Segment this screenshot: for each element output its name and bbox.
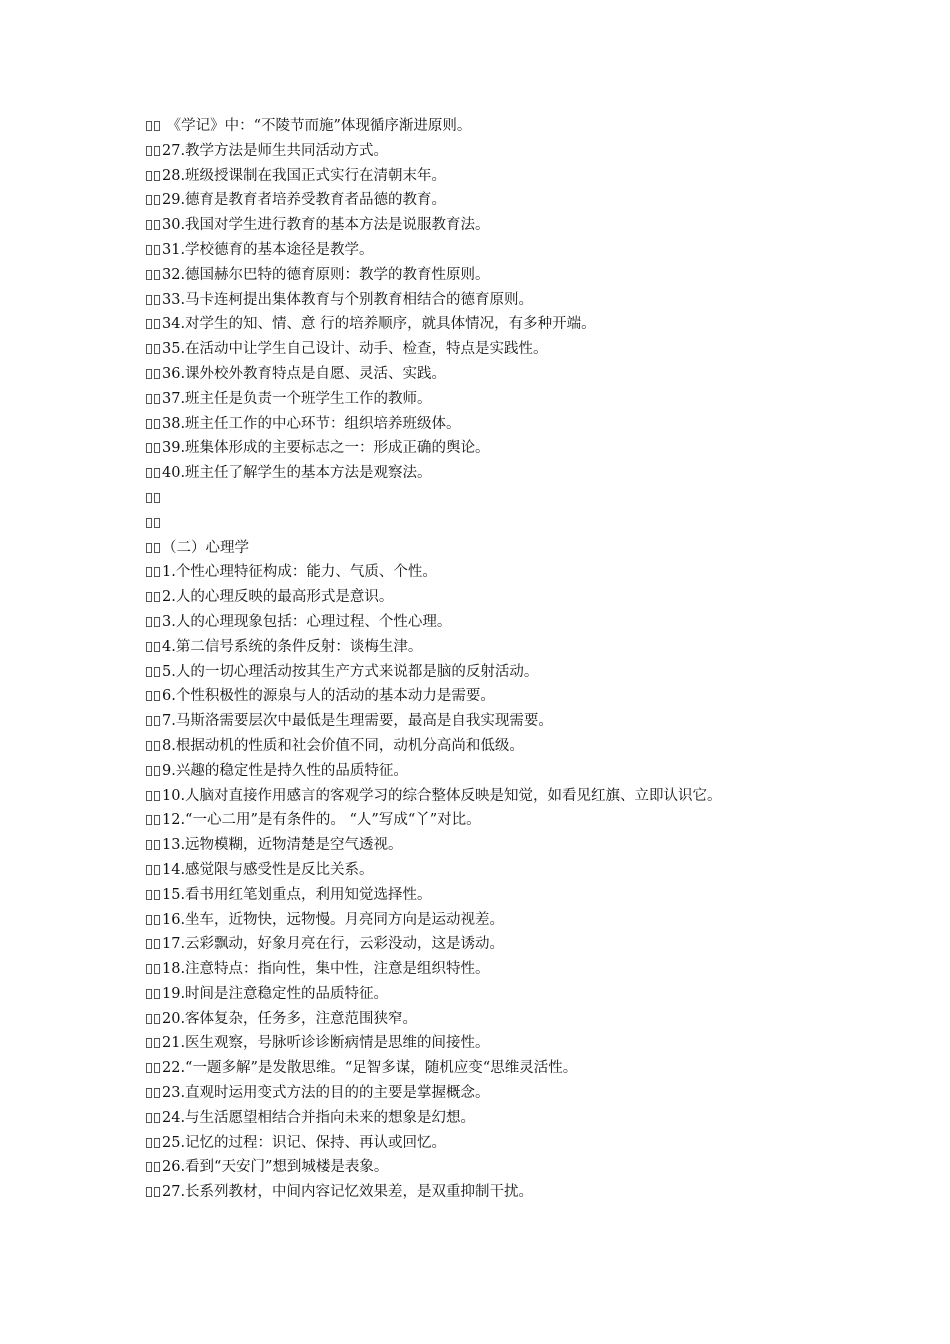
missing-glyph-icon [146,939,152,949]
line-text: 25.记忆的过程：识记、保持、再认或回忆。 [162,1134,447,1151]
text-line [146,486,846,511]
line-text: 34.对学生的知、情、意 行的培养顺序，就具体情况，有多种开端。 [162,316,596,333]
line-text: 2.人的心理反映的最高形式是意识。 [162,589,394,606]
line-text: 6.个性积极性的源泉与人的活动的基本动力是需要。 [162,688,495,705]
line-text: 1.个性心理特征构成：能力、气质、个性。 [162,564,437,581]
missing-glyph-icon [154,468,160,478]
missing-glyph-icon [154,840,160,850]
missing-glyph-icon [146,890,152,900]
line-text: 18.注意特点：指向性，集中性，注意是组织特性。 [162,961,490,978]
text-line [146,1180,846,1205]
missing-glyph-icon [146,964,152,974]
missing-glyph-icon [154,344,160,354]
line-text: 12.“一心二用”是有条件的。 “人”写成“丫”对比。 [162,812,481,829]
missing-glyph-icon [154,1138,160,1148]
missing-glyph-icon [146,468,152,478]
text-line [146,164,846,189]
missing-glyph-icon [154,419,160,429]
line-text: 33.马卡连柯提出集体教育与个别教育相结合的德育原则。 [162,291,534,308]
text-line [146,1007,846,1032]
text-line [146,932,846,957]
missing-glyph-icon [154,791,160,801]
missing-glyph-icon [154,195,160,205]
text-line [146,362,846,387]
missing-glyph-icon [146,1162,152,1172]
missing-glyph-icon [146,443,152,453]
line-text: 28.班级授课制在我国正式实行在清朝末年。 [162,167,447,184]
missing-glyph-icon [146,419,152,429]
missing-glyph-icon [146,518,152,528]
missing-glyph-icon [146,1113,152,1123]
missing-glyph-icon [146,691,152,701]
missing-glyph-icon [146,493,152,503]
missing-glyph-icon [146,543,152,553]
line-text: （二）心理学 [162,539,249,556]
missing-glyph-icon [154,617,160,627]
line-text: 20.客体复杂，任务多，注意范围狭窄。 [162,1010,418,1027]
missing-glyph-icon [154,915,160,925]
missing-glyph-icon [146,1187,152,1197]
text-line [146,387,846,412]
text-line [146,436,846,461]
missing-glyph-icon [146,642,152,652]
missing-glyph-icon [154,245,160,255]
missing-glyph-icon [154,1088,160,1098]
text-line [146,536,846,561]
line-text: 35.在活动中让学生自己设计、动手、检查，特点是实践性。 [162,341,548,358]
line-text: 21.医生观察，号脉听诊诊断病情是思维的间接性。 [162,1035,490,1052]
text-line [146,808,846,833]
missing-glyph-icon [146,716,152,726]
missing-glyph-icon [154,270,160,280]
missing-glyph-icon [154,939,160,949]
missing-glyph-icon [146,1014,152,1024]
line-text: 32.德国赫尔巴特的德育原则：教学的教育性原则。 [162,266,490,283]
text-line [146,337,846,362]
missing-glyph-icon [154,1162,160,1172]
line-text: 26.看到“天安门”想到城楼是表象。 [162,1159,389,1176]
missing-glyph-icon [146,865,152,875]
line-text: 29.德育是教育者培养受教育者品德的教育。 [162,192,447,209]
line-text: 3.人的心理现象包括：心理过程、个性心理。 [162,613,452,630]
text-line [146,263,846,288]
line-text: 《学记》中：“不陵节而施”体现循序渐进原则。 [162,118,472,134]
missing-glyph-icon [146,319,152,329]
text-line [146,1031,846,1056]
line-text: 10.人脑对直接作用感言的客观学习的综合整体反映是知觉，如看见红旗、立即认识它。 [162,787,722,804]
missing-glyph-icon [154,890,160,900]
missing-glyph-icon [146,791,152,801]
missing-glyph-icon [146,195,152,205]
missing-glyph-icon [146,1063,152,1073]
missing-glyph-icon [146,270,152,280]
line-text: 31.学校德育的基本途径是教学。 [162,241,374,258]
missing-glyph-icon [146,146,152,156]
missing-glyph-icon [154,1113,160,1123]
line-text: 9.兴趣的稳定性是持久性的品质特征。 [162,762,408,779]
document-page [146,114,846,1205]
text-line [146,188,846,213]
text-line [146,982,846,1007]
missing-glyph-icon [154,443,160,453]
missing-glyph-icon [146,617,152,627]
text-line [146,288,846,313]
line-text: 16.坐车，近物快，远物慢。月亮同方向是运动视差。 [162,911,505,928]
text-line [146,412,846,437]
missing-glyph-icon [154,171,160,181]
missing-glyph-icon [154,394,160,404]
line-text: 27.教学方法是师生共同活动方式。 [162,142,389,159]
line-text: 23.直观时运用变式方法的目的的主要是掌握概念。 [162,1085,490,1102]
missing-glyph-icon [146,1038,152,1048]
missing-glyph-icon [154,543,160,553]
text-line [146,908,846,933]
missing-glyph-icon [154,716,160,726]
missing-glyph-icon [154,989,160,999]
missing-glyph-icon [146,840,152,850]
text-line [146,684,846,709]
missing-glyph-icon [154,146,160,156]
line-text: 40.班主任了解学生的基本方法是观察法。 [162,465,432,482]
missing-glyph-icon [154,567,160,577]
line-text: 22.“一题多解”是发散思维。“足智多谋，随机应变“思维灵活性。 [162,1060,578,1077]
missing-glyph-icon [154,815,160,825]
text-line [146,858,846,883]
missing-glyph-icon [154,766,160,776]
missing-glyph-icon [154,518,160,528]
missing-glyph-icon [146,121,152,131]
text-line [146,709,846,734]
text-line [146,957,846,982]
line-text: 38.班主任工作的中心环节：组织培养班级体。 [162,415,461,432]
missing-glyph-icon [146,592,152,602]
missing-glyph-icon [154,667,160,677]
text-line [146,560,846,585]
line-text: 30.我国对学生进行教育的基本方法是说服教育法。 [162,217,490,234]
missing-glyph-icon [146,989,152,999]
line-text: 36.课外校外教育特点是自愿、灵活、实践。 [162,365,447,382]
line-text: 4.第二信号系统的条件反射：谈梅生津。 [162,638,423,655]
missing-glyph-icon [146,741,152,751]
text-line [146,1131,846,1156]
line-text: 24.与生活愿望相结合并指向未来的想象是幻想。 [162,1109,476,1126]
missing-glyph-icon [154,1063,160,1073]
line-text: 13.远物模糊，近物清楚是空气透视。 [162,837,403,854]
missing-glyph-icon [146,1088,152,1098]
text-line [146,610,846,635]
line-text: 39.班集体形成的主要标志之一：形成正确的舆论。 [162,440,490,457]
text-line [146,660,846,685]
missing-glyph-icon [146,815,152,825]
text-line [146,784,846,809]
missing-glyph-icon [146,766,152,776]
text-line [146,461,846,486]
missing-glyph-icon [154,493,160,503]
missing-glyph-icon [154,592,160,602]
line-text: 8.根据动机的性质和社会价值不同，动机分高尚和低级。 [162,737,524,754]
missing-glyph-icon [154,220,160,230]
missing-glyph-icon [146,344,152,354]
missing-glyph-icon [154,369,160,379]
text-line [146,139,846,164]
missing-glyph-icon [154,121,160,131]
missing-glyph-icon [154,691,160,701]
text-line [146,1081,846,1106]
missing-glyph-icon [154,295,160,305]
missing-glyph-icon [146,1138,152,1148]
text-line [146,759,846,784]
missing-glyph-icon [146,369,152,379]
line-text: 19.时间是注意稳定性的品质特征。 [162,985,389,1002]
text-line [146,833,846,858]
missing-glyph-icon [146,394,152,404]
text-line [146,213,846,238]
missing-glyph-icon [146,245,152,255]
text-line [146,238,846,263]
line-text: 5.人的一切心理活动按其生产方式来说都是脑的反射活动。 [162,663,539,680]
text-line [146,1056,846,1081]
text-line [146,1106,846,1131]
text-line [146,1155,846,1180]
text-line [146,511,846,536]
missing-glyph-icon [146,667,152,677]
text-line [146,883,846,908]
missing-glyph-icon [154,1038,160,1048]
missing-glyph-icon [154,642,160,652]
line-text: 15.看书用红笔划重点，利用知觉选择性。 [162,886,432,903]
line-text: 37.班主任是负责一个班学生工作的教师。 [162,390,432,407]
missing-glyph-icon [146,567,152,577]
text-line [146,734,846,759]
text-line [146,312,846,337]
missing-glyph-icon [146,220,152,230]
text-line [146,114,846,139]
line-text: 14.感觉限与感受性是反比关系。 [162,861,374,878]
missing-glyph-icon [146,171,152,181]
line-text: 17.云彩飘动，好象月亮在行，云彩没动，这是诱动。 [162,936,505,953]
missing-glyph-icon [154,1014,160,1024]
missing-glyph-icon [154,319,160,329]
line-text: 7.马斯洛需要层次中最低是生理需要，最高是自我实现需要。 [162,713,553,730]
missing-glyph-icon [154,964,160,974]
line-text: 27.长系列教材，中间内容记忆效果差，是双重抑制干扰。 [162,1184,534,1201]
text-line [146,635,846,660]
missing-glyph-icon [146,295,152,305]
missing-glyph-icon [154,1187,160,1197]
missing-glyph-icon [146,915,152,925]
missing-glyph-icon [154,865,160,875]
text-line [146,585,846,610]
missing-glyph-icon [154,741,160,751]
